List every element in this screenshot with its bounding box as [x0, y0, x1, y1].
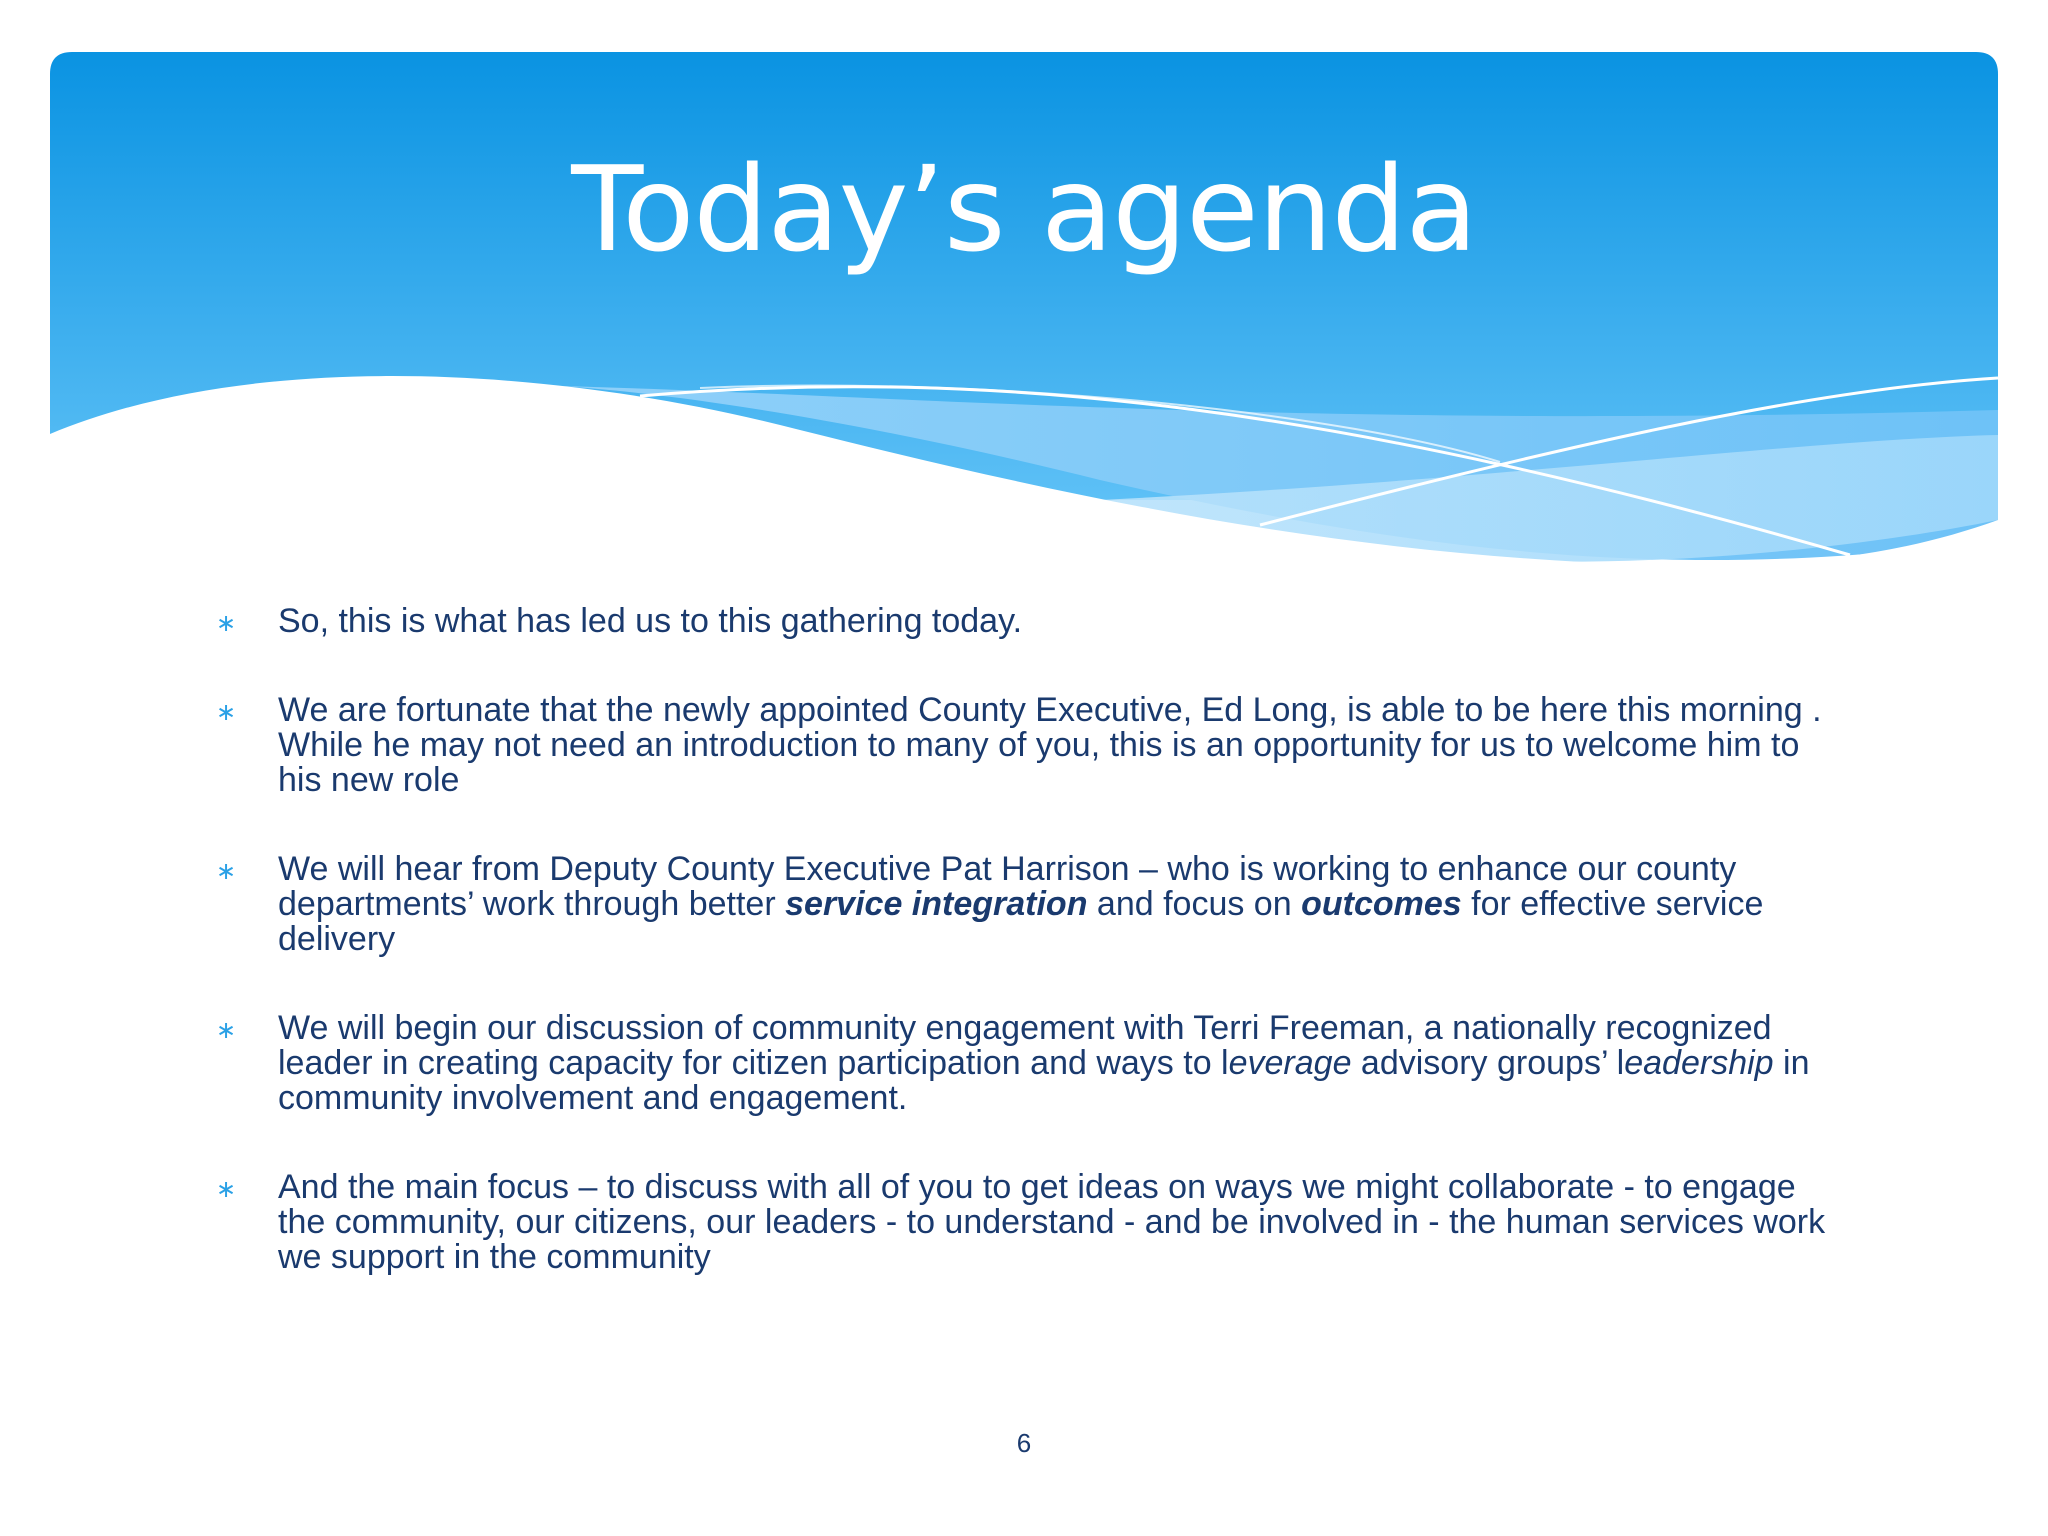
bullet-asterisk-icon: ∗ — [216, 1016, 237, 1044]
bullet-text: for effective service delivery — [278, 885, 1764, 958]
bullet-text: We will hear from Deputy County Executive Pat Harrison – who is working to enhance our county departments’ work through better — [278, 850, 1737, 923]
bullet-asterisk-icon: ∗ — [216, 857, 237, 885]
agenda-bullet-item — [212, 604, 1852, 639]
bullet-text: So, this is what has led us to this gathering today. — [278, 602, 1023, 640]
bullet-text: advisory groups’ l — [1351, 1044, 1625, 1082]
header-wave-background — [0, 0, 2048, 600]
emphasis-everage: everage — [1228, 1044, 1352, 1082]
agenda-bullet-list — [212, 604, 1852, 1275]
bullet-text: We are fortunate that the newly appointed County Executive, Ed Long, is able to be here this morning . While he may not need an introduction to many of you, this is an opportunity for us to welcome him to his new role — [278, 691, 1822, 799]
page-number: 6 — [1016, 1428, 1032, 1458]
bullet-asterisk-icon: ∗ — [216, 1175, 237, 1203]
bullet-text: We will begin our discussion of community engagement with Terri Freeman, a nationally recognized leader in creating capacity for citizen participation and ways to l — [278, 1009, 1772, 1082]
agenda-bullet-item — [212, 693, 1852, 798]
agenda-bullet-item — [212, 852, 1852, 957]
bullet-text: And the main focus – to discuss with all of you to get ideas on ways we might collaborate - to engage the community, our citizens, our leaders - to understand - and be involved in - the human services work we support in the community — [278, 1168, 1826, 1276]
bullet-asterisk-icon: ∗ — [216, 698, 237, 726]
bullet-asterisk-icon: ∗ — [216, 609, 237, 637]
bullet-text: in community involvement and engagement. — [278, 1044, 1810, 1117]
bullet-text: and focus on — [1087, 885, 1302, 923]
emphasis-eadership: eadership — [1624, 1044, 1774, 1082]
emphasis-service-integration: service integration — [785, 885, 1088, 923]
slide-title: Today’s agenda — [571, 140, 1477, 278]
agenda-bullet-item — [212, 1170, 1852, 1275]
emphasis-outcomes: outcomes — [1301, 885, 1462, 923]
agenda-bullet-item — [212, 1011, 1852, 1116]
